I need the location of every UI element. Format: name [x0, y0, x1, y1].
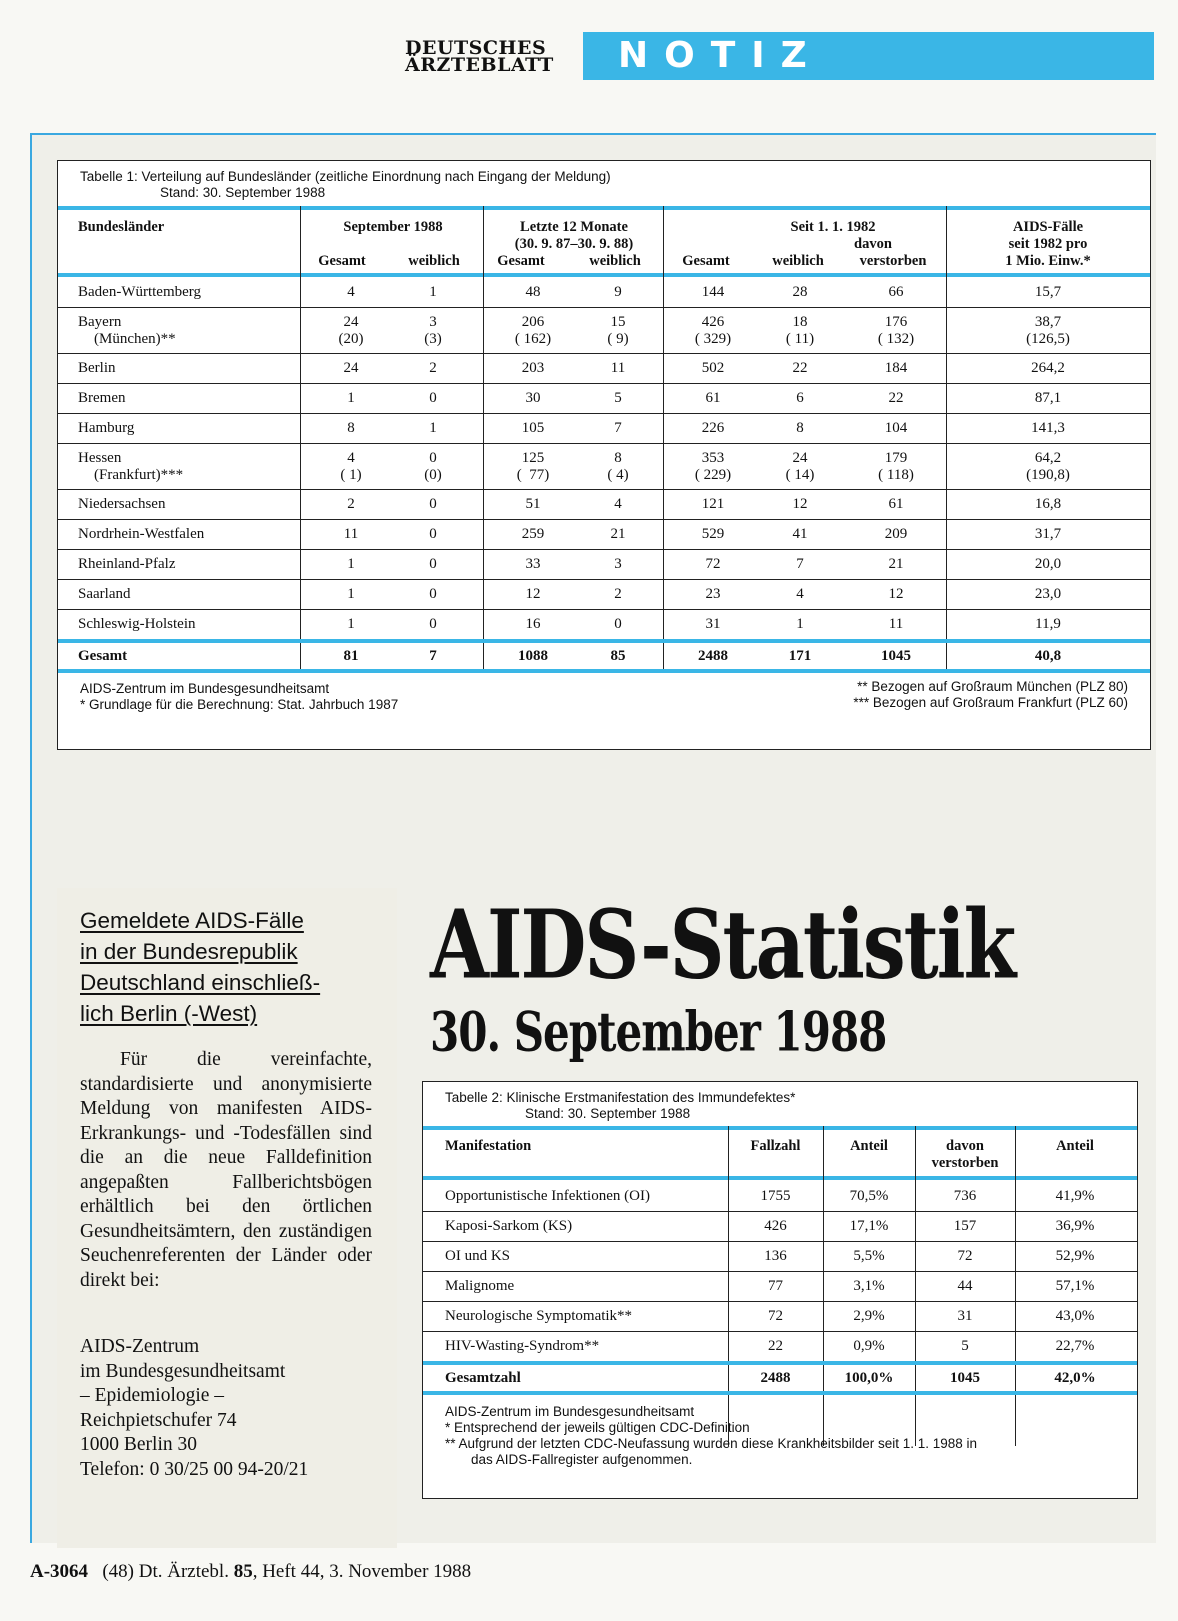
masthead-logo	[405, 37, 577, 76]
cell-l12-g: 125	[521, 450, 545, 466]
cell-s-g-sub: ( 329)	[694, 331, 732, 347]
t2-header-verstorben: davon verstorben	[931, 1138, 999, 1171]
cell-l12-w: 11	[610, 360, 626, 376]
logo-line-1: DEUTSCHES	[405, 37, 547, 59]
cell-mio: 15,7	[1034, 284, 1062, 300]
cell-fall: 77	[768, 1278, 783, 1294]
table-1-footnote-1: * Grundlage für die Berechnung: Stat. Jahrbuch 1987	[80, 697, 399, 712]
cell-l12-g: 51	[525, 496, 541, 512]
total-s-g: 2488	[698, 648, 728, 664]
cell-mio: 11,9	[1035, 616, 1061, 632]
cell-sep-g: 24	[343, 314, 359, 330]
cell-sep-g: 2	[347, 496, 355, 512]
cell-mio: 64,2	[1034, 450, 1062, 466]
total-l12-w: 85	[610, 648, 626, 664]
headline-subtitle: 30. September 1988	[430, 999, 887, 1064]
cell-l12-g: 33	[525, 556, 541, 572]
col-header-davon: davon	[854, 236, 892, 252]
cell-s-v: 61	[888, 496, 904, 512]
cell-s-g: 23	[705, 586, 721, 602]
logo-line-2: ÄRZTEBLATT	[405, 54, 554, 76]
cell-fall: 136	[764, 1248, 787, 1264]
cell-verst: 72	[957, 1248, 973, 1264]
cell-s-w: 18	[792, 314, 808, 330]
table-2-source: AIDS-Zentrum im Bundesgesundheitsamt	[445, 1404, 695, 1419]
cell-l12-w: 2	[614, 586, 622, 602]
cell-l12-g: 259	[521, 526, 545, 542]
total-fall: 2488	[760, 1370, 791, 1386]
cell-l12-g: 48	[525, 284, 541, 300]
cell-sep-w-sub: (3)	[424, 331, 442, 347]
col-header-aids-mio: AIDS-Fälle seit 1982 pro 1 Mio. Einw.*	[1005, 219, 1091, 269]
col-header-september: September 1988	[343, 219, 443, 235]
cell-s-w: 22	[792, 360, 808, 376]
cell-verst: 44	[957, 1278, 973, 1294]
cell-sep-w-sub: (0)	[424, 467, 442, 483]
cell-sep-w: 0	[429, 586, 437, 602]
total-label: Gesamt	[78, 648, 128, 664]
col-header-gesamt: Gesamt	[682, 253, 730, 269]
total-l12-g: 1088	[518, 648, 548, 664]
cell-sep-w: 1	[429, 284, 437, 300]
table-2	[422, 1081, 1138, 1499]
cell-s-w-sub: ( 14)	[785, 467, 815, 483]
sidebar-body: Für die vereinfachte, standardisierte und anonymisierte Meldung von manifesten AIDS-Erkrankungs- und -Todesfällen sind die an die neue Falldefinition angepaßten Fallberichtsbögen erhältlich bei den örtlichen Gesundheitsämtern, den zuständigen Seuchenreferenten der Länder oder direkt bei:	[80, 1049, 372, 1291]
cell-fall: 72	[768, 1308, 783, 1324]
sidebar-address: AIDS-Zentrum im Bundesgesundheitsamt – Epidemiologie – Reichpietschufer 74 1000 Berlin 30 Telefon: 0 30/25 00 94-20/21	[80, 1336, 309, 1480]
col-header-seit1982: Seit 1. 1. 1982	[790, 219, 876, 235]
cell-s-w: 41	[792, 526, 808, 542]
col-header-weiblich: weiblich	[408, 253, 460, 269]
cell-verst: 5	[961, 1338, 969, 1354]
cell-sep-g: 24	[343, 360, 359, 376]
total-s-v: 1045	[881, 648, 911, 664]
t2-header-anteil: Anteil	[850, 1138, 888, 1154]
cell-anteil2: 52,9%	[1055, 1248, 1095, 1264]
cell-sep-g: 8	[347, 420, 355, 436]
cell-s-v-sub: ( 118)	[878, 467, 914, 483]
row-sublabel: (München)**	[94, 331, 176, 347]
cell-sep-w: 0	[429, 496, 437, 512]
cell-mio-sub: (190,8)	[1026, 467, 1070, 483]
cell-l12-w: 7	[614, 420, 622, 436]
cell-sep-g: 1	[347, 616, 355, 632]
cell-s-g: 226	[701, 420, 725, 436]
cell-l12-g-sub: ( 162)	[514, 331, 552, 347]
cell-l12-g-sub: ( 77)	[516, 467, 550, 483]
cell-sep-w: 0	[429, 556, 437, 572]
cell-sep-g: 4	[347, 450, 355, 466]
page-footer	[30, 1561, 471, 1583]
cell-s-g: 121	[701, 496, 725, 512]
table-2-footnote-1: * Entsprechend der jeweils gültigen CDC-Definition	[445, 1420, 750, 1435]
cell-s-w: 7	[796, 556, 804, 572]
table-2-footnote-2: ** Aufgrund der letzten CDC-Neufassung wurden diese Krankheitsbilder seit 1. 1. 1988 in	[445, 1436, 978, 1451]
cell-s-g: 502	[701, 360, 725, 376]
cell-mio: 16,8	[1034, 496, 1062, 512]
total-sep-g: 81	[343, 648, 359, 664]
cell-mio-sub: (126,5)	[1026, 331, 1070, 347]
col-header-verstorben: verstorben	[859, 253, 927, 269]
cell-sep-g: 4	[347, 284, 355, 300]
row-label: Schleswig-Holstein	[78, 616, 196, 632]
row-label: Bayern	[78, 314, 122, 330]
row-label: Hessen	[78, 450, 122, 466]
table-2-caption: Tabelle 2: Klinische Erstmanifestation des Immundefektes* Stand: 30. September 1988	[445, 1090, 796, 1121]
cell-s-v: 21	[888, 556, 904, 572]
row-label: HIV-Wasting-Syndrom**	[445, 1338, 600, 1354]
cell-anteil: 0,9%	[853, 1338, 885, 1354]
cell-s-w: 1	[796, 616, 804, 632]
cell-l12-w-sub: ( 9)	[607, 331, 629, 347]
total-anteil2: 42,0%	[1054, 1370, 1096, 1386]
cell-s-g: 144	[701, 284, 725, 300]
cell-s-v: 209	[884, 526, 908, 542]
row-label: Nordrhein-Westfalen	[78, 526, 205, 542]
col-header-letzte12: Letzte 12 Monate (30. 9. 87–30. 9. 88)	[514, 219, 634, 252]
cell-s-g: 426	[701, 314, 725, 330]
cell-s-g: 61	[705, 390, 721, 406]
table-1-source: AIDS-Zentrum im Bundesgesundheitsamt	[80, 681, 330, 696]
col-header-weiblich: weiblich	[772, 253, 824, 269]
cell-sep-w: 2	[429, 360, 437, 376]
total-top-rule	[58, 639, 1150, 643]
col-header-weiblich: weiblich	[589, 253, 641, 269]
cell-l12-w: 15	[610, 314, 626, 330]
cell-s-w: 12	[792, 496, 808, 512]
row-label: Rheinland-Pfalz	[78, 556, 176, 572]
total-label: Gesamtzahl	[445, 1370, 521, 1386]
cell-s-w-sub: ( 11)	[785, 331, 815, 347]
cell-sep-g: 1	[347, 586, 355, 602]
cell-s-g: 72	[705, 556, 721, 572]
cell-s-w: 28	[792, 284, 808, 300]
section-label: NOTIZ	[618, 35, 823, 76]
cell-fall: 426	[764, 1218, 787, 1234]
cell-l12-g: 12	[525, 586, 541, 602]
cell-anteil2: 43,0%	[1055, 1308, 1095, 1324]
cell-s-v: 22	[888, 390, 904, 406]
table-1-caption: Tabelle 1: Verteilung auf Bundesländer (zeitliche Einordnung nach Eingang der Meldung) Stand: 30. September 1988	[80, 169, 611, 200]
row-label: OI und KS	[445, 1248, 511, 1264]
cell-l12-w: 4	[614, 496, 622, 512]
col-header-gesamt: Gesamt	[497, 253, 545, 269]
cell-sep-w: 0	[429, 526, 437, 542]
cell-s-g: 353	[701, 450, 725, 466]
header-top-rule	[58, 206, 1150, 210]
t2-header-manifestation: Manifestation	[445, 1138, 532, 1154]
issue-suffix: , Heft 44, 3. November 1988	[252, 1561, 472, 1582]
cell-mio: 264,2	[1031, 360, 1065, 376]
cell-sep-g: 1	[347, 390, 355, 406]
cell-mio: 87,1	[1034, 390, 1062, 406]
cell-verst: 31	[957, 1308, 973, 1324]
cell-s-w: 8	[796, 420, 804, 436]
cell-l12-g: 105	[521, 420, 545, 436]
cell-l12-g: 203	[521, 360, 545, 376]
row-label: Baden-Württemberg	[78, 284, 202, 300]
table-1-footnote-3: *** Bezogen auf Großraum Frankfurt (PLZ 60)	[853, 695, 1128, 710]
cell-l12-w: 5	[614, 390, 622, 406]
cell-verst: 157	[953, 1218, 977, 1234]
row-label: Neurologische Symptomatik**	[445, 1308, 633, 1324]
row-label: Saarland	[78, 586, 131, 602]
cell-anteil2: 41,9%	[1055, 1188, 1095, 1204]
cell-l12-w-sub: ( 4)	[607, 467, 629, 483]
cell-l12-w: 21	[610, 526, 626, 542]
cell-sep-w: 3	[429, 314, 437, 330]
volume: 85	[233, 1561, 253, 1582]
cell-s-v: 176	[884, 314, 908, 330]
total-sep-w: 7	[429, 648, 437, 664]
cell-anteil: 2,9%	[853, 1308, 885, 1324]
cell-anteil2: 36,9%	[1055, 1218, 1095, 1234]
cell-l12-w: 3	[614, 556, 622, 572]
cell-s-w: 24	[792, 450, 808, 466]
cell-s-g: 31	[705, 616, 721, 632]
cell-anteil: 5,5%	[853, 1248, 885, 1264]
cell-s-v: 179	[884, 450, 908, 466]
sidebar-heading: Gemeldete AIDS-Fälle in der Bundesrepublik Deutschland einschließ- lich Berlin (-West)	[80, 908, 321, 1026]
cell-s-v: 104	[884, 420, 908, 436]
total-mio: 40,8	[1034, 648, 1062, 664]
cell-fall: 1755	[760, 1188, 791, 1204]
table-1	[57, 160, 1151, 750]
row-label: Bremen	[78, 390, 126, 406]
cell-s-w: 4	[796, 586, 804, 602]
cell-s-g: 529	[701, 526, 725, 542]
cell-sep-g: 1	[347, 556, 355, 572]
cell-anteil2: 57,1%	[1055, 1278, 1095, 1294]
cell-mio: 23,0	[1034, 586, 1062, 602]
cell-anteil: 17,1%	[849, 1218, 889, 1234]
table-1-footnote-2: ** Bezogen auf Großraum München (PLZ 80)	[857, 679, 1128, 694]
cell-sep-g: 11	[343, 526, 359, 542]
total-s-w: 171	[788, 648, 812, 664]
cell-s-g-sub: ( 229)	[694, 467, 732, 483]
cell-sep-g-sub: (20)	[338, 331, 364, 347]
issue-prefix: (48) Dt. Ärztebl.	[102, 1561, 229, 1582]
cell-l12-g: 16	[525, 616, 541, 632]
cell-sep-w: 0	[429, 616, 437, 632]
page-number: A-3064	[30, 1561, 89, 1582]
cell-l12-w: 8	[614, 450, 622, 466]
cell-s-v: 12	[888, 586, 904, 602]
row-label: Niedersachsen	[78, 496, 166, 512]
table-2-footnote-2b: das AIDS-Fallregister aufgenommen.	[471, 1452, 693, 1467]
t2-header-fallzahl: Fallzahl	[750, 1138, 801, 1154]
row-label: Berlin	[78, 360, 116, 376]
row-label: Opportunistische Infektionen (OI)	[445, 1188, 650, 1204]
cell-l12-g: 30	[525, 390, 541, 406]
cell-sep-w: 0	[429, 390, 437, 406]
cell-s-v: 11	[888, 616, 904, 632]
cell-l12-w: 0	[614, 616, 622, 632]
cell-sep-w: 1	[429, 420, 437, 436]
row-label: Malignome	[445, 1278, 515, 1294]
cell-fall: 22	[768, 1338, 783, 1354]
cell-anteil: 3,1%	[853, 1278, 885, 1294]
total-verst: 1045	[950, 1370, 980, 1386]
cell-anteil: 70,5%	[849, 1188, 889, 1204]
row-sublabel: (Frankfurt)***	[94, 467, 184, 483]
cell-anteil2: 22,7%	[1055, 1338, 1095, 1354]
cell-mio: 141,3	[1031, 420, 1065, 436]
header-bottom-rule	[58, 273, 1150, 277]
section-banner	[583, 32, 1154, 80]
cell-mio: 20,0	[1034, 556, 1062, 572]
cell-s-v: 184	[884, 360, 908, 376]
total-bottom-rule	[58, 669, 1150, 673]
col-header-bundeslaender: Bundesländer	[78, 219, 165, 235]
cell-sep-g-sub: ( 1)	[340, 467, 362, 483]
cell-s-v: 66	[888, 284, 904, 300]
row-label: Kaposi-Sarkom (KS)	[445, 1218, 573, 1234]
cell-sep-w: 0	[429, 450, 437, 466]
row-label: Hamburg	[78, 420, 135, 436]
col-header-gesamt: Gesamt	[318, 253, 366, 269]
cell-s-v-sub: ( 132)	[877, 331, 915, 347]
cell-l12-w: 9	[614, 284, 622, 300]
headline-title: AIDS-Statistik	[430, 888, 1015, 1000]
t2-header-anteil-2: Anteil	[1056, 1138, 1094, 1154]
cell-s-w: 6	[796, 390, 804, 406]
total-anteil: 100,0%	[844, 1370, 894, 1386]
cell-verst: 736	[953, 1188, 977, 1204]
cell-l12-g: 206	[521, 314, 545, 330]
cell-mio: 38,7	[1034, 314, 1062, 330]
cell-mio: 31,7	[1034, 526, 1062, 542]
